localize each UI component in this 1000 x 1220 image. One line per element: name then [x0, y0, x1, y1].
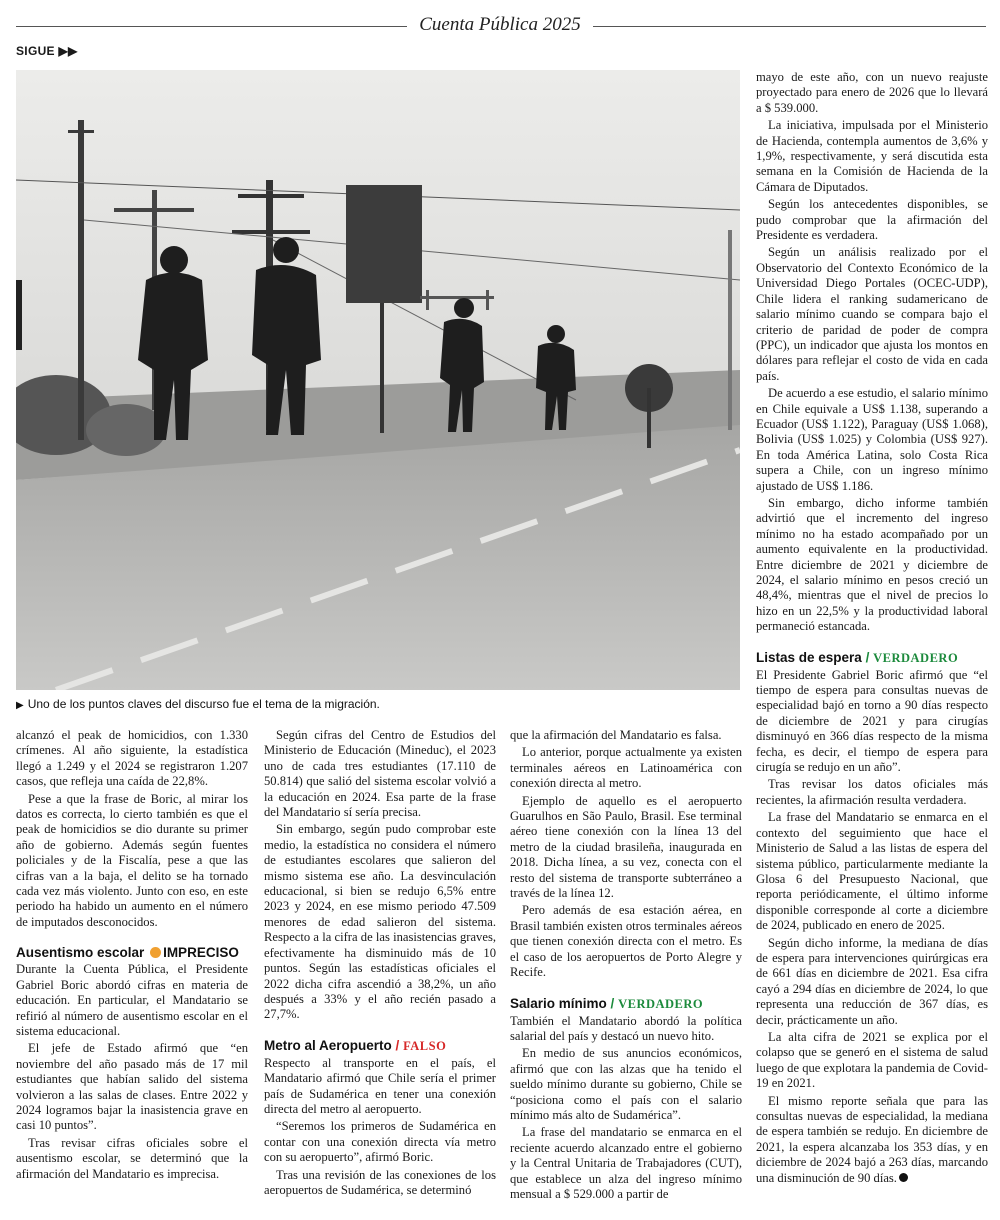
paragraph: La iniciativa, impulsada por el Ministerio de Hacienda, contempla aumentos de 3,6% y 1,9%, respectivamente, y será discutida esta semana en la Comisión de Hacienda de la Cámara de Diputados.: [756, 118, 988, 194]
article-column-1: [16, 728, 248, 1184]
verdict-true: VERDADERO: [618, 996, 704, 1011]
paragraph: Durante la Cuenta Pública, el Presidente Gabriel Boric abordó cifras en materia de educación. En particular, el Mandatario se refirió al número de ausentismo escolar en el sistema educacional.: [16, 962, 248, 1038]
section-title: Cuenta Pública 2025: [0, 14, 1000, 36]
paragraph: Tras revisar los datos oficiales más recientes, la afirmación resulta verdadera.: [756, 777, 988, 807]
continue-label: SIGUE ▶▶: [16, 44, 78, 58]
paragraph: Según cifras del Centro de Estudios del Ministerio de Educación (Mineduc), el 2023 uno de cada tres estudiantes (17.110 de 50.814) que salió del sistema escolar volvió a la educación en 2024. Esa parte de la frase del Mandatario sí sería precisa.: [264, 728, 496, 820]
paragraph: Sin embargo, según pudo comprobar este medio, la estadística no considera el número de estudiantes escolares que salieron del mismo sistema ese año. La desvinculación educacional, si bien se redujo 6,5% entre 2023 y 2024, en ese mismo periodo 47.509 menores de edad salieron del sistema. Respecto a la cifra de las inasistencias graves, efectivamente ha disminuido más de 10 puntos. Según las estadísticas oficiales el 2022 dicha cifra ascendió a 38,2%, un año después a 33% y el año recién pasado a 27,7%.: [264, 822, 496, 1022]
paragraph: Según dicho informe, la mediana de días de espera para intervenciones quirúrgicas era de 661 días en diciembre de 2021. Esa cifra cayó a 294 días en diciembre de 2024, lo que representa una reducción de 367 días, es decir, prácticamente un año.: [756, 935, 988, 1027]
paragraph: “Seremos los primeros de Sudamérica en contar con una conexión directa vía metro con su aeropuerto”, afirmó Boric.: [264, 1119, 496, 1165]
article-column-3: [510, 728, 742, 1204]
paragraph: Según un análisis realizado por el Observatorio del Contexto Económico de la Universidad Diego Portales (OCEC-UDP), Chile lidera el ranking sudamericano de salario mínimo cuando se compara bajo el criterio de paridad de poder de compra (PPC), un indicador que ajusta los montos en dólares para reflejar el costo de vida en cada país.: [756, 245, 988, 383]
subheading-salario: Salario mínimo / VERDADERO: [510, 995, 704, 1011]
subheading-ausentismo: Ausentismo escolar IMPRECISO: [16, 945, 239, 961]
paragraph: Ejemplo de aquello es el aeropuerto Guarulhos en São Paulo, Brasil. Ese terminal aéreo tiene conexión con la línea 13 del metro de la ciudad brasileña, inaugurada en 2018. Dicha línea, a su vez, conecta con el resto del sistema de transporte subterráneo a través de la línea 12.: [510, 793, 742, 901]
subheading-metro: Metro al Aeropuerto / FALSO: [264, 1037, 447, 1053]
paragraph: El jefe de Estado afirmó que “en noviembre del año pasado más de 17 mil estudiantes que habían salido del sistema volvieron a las salas de clases. Entre 2022 y 2024 logramos bajar la inasistencia grave en casi 10 puntos”.: [16, 1041, 248, 1133]
imprecise-dot-icon: [150, 947, 161, 958]
paragraph: La alta cifra de 2021 se explica por el colapso que se generó en el sistema de salud luego de que explotara la pandemia de Covid-19 en 2021.: [756, 1029, 988, 1091]
paragraph: Lo anterior, porque actualmente ya existen terminales aéreos en Latinoamérica con conexión directa al metro.: [510, 745, 742, 791]
paragraph: alcanzó el peak de homicidios, con 1.330 crímenes. Al año siguiente, la estadística llegó a 1.249 y el 2024 se registraron 1.207 casos, que refleja una caída de 22,8%.: [16, 728, 248, 789]
paragraph: Tras una revisión de las conexiones de los aeropuertos de Sudamérica, se determinó: [264, 1167, 496, 1197]
paragraph: El Presidente Gabriel Boric afirmó que “el tiempo de espera para consultas nuevas de especialidad bajó en torno a 90 días respecto de diciembre de 2021 y para cirugías disminuyó en 366 días respecto de la misma fecha, es decir, el tiempo de espera para cirugía se redujo en un año”.: [756, 667, 988, 775]
paragraph: De acuerdo a ese estudio, el salario mínimo en Chile equivale a US$ 1.138, superando a Ecuador (US$ 1.122), Paraguay (US$ 1.068), Bolivia (US$ 1.025) y Colombia (US$ 927). En toda América Latina, solo Costa Rica supera a Chile, con un ingreso mínimo ajustado de US$ 1.186.: [756, 386, 988, 493]
paragraph: En medio de sus anuncios económicos, afirmó que con las alzas que ha tenido el sueldo mínimo durante su gobierno, Chile se “posiciona como el país con el salario mínimo más alto de Sudamérica”.: [510, 1046, 742, 1122]
paragraph: mayo de este año, con un nuevo reajuste proyectado para enero de 2026 que lo llevará a $ 539.000.: [756, 70, 988, 115]
paragraph: Según los antecedentes disponibles, se pudo comprobar que la afirmación del Presidente es verdadera.: [756, 197, 988, 243]
paragraph: La frase del mandatario se enmarca en el reciente acuerdo alcanzado entre el gobierno y la Central Unitaria de Trabajadores (CUT), que establece un alza del ingreso mínimo mensual a $ 529.000 a partir de: [510, 1125, 742, 1201]
paragraph: Pero además de esa estación aérea, en Brasil también existen otros terminales aéreos que tienen conexión directa con el metro. Es el caso de los aeropuertos de Porto Alegre y Recife.: [510, 903, 742, 980]
paragraph: El mismo reporte señala que para las consultas nuevas de especialidad, la mediana de espera también se redujo. En diciembre de 2021, la espera alcanzaba los 353 días, y en diciembre de 2024 bajó a 263 días, marcando una disminución de 90 días.: [756, 1093, 988, 1185]
paragraph: Pese a que la frase de Boric, al mirar los datos es correcta, lo cierto también es que el peak de homicidios se dio durante su primer año de gobierno. Además según fuentes policiales y de la Fiscalía, pese a que las cifras van a la baja, el delito se ha tornado cada vez más violento. Junto con eso, en este periodo ha habido un aumento en el número de imputados desconocidos.: [16, 791, 248, 929]
subheading-listas: Listas de espera / VERDADERO: [756, 649, 959, 665]
article-photo: [16, 70, 740, 690]
paragraph: Respecto al transporte en el país, el Mandatario afirmó que Chile sería el primer país de Sudamérica en tener una conexión directa del metro al aeropuerto.: [264, 1055, 496, 1116]
verdict-false: FALSO: [403, 1038, 447, 1053]
verdict-imprecise: IMPRECISO: [163, 945, 239, 961]
photo-caption: ▶ Uno de los puntos claves del discurso fue el tema de la migración.: [16, 697, 380, 711]
double-arrow-icon: ▶▶: [58, 44, 78, 58]
end-of-article-icon: [899, 1173, 908, 1182]
verdict-true: VERDADERO: [873, 650, 959, 665]
paragraph: La frase del Mandatario se enmarca en el contexto del seguimiento que hace el Ministerio de Salud a las listas de espera del sistema público, particularmente mediante la Glosa 6 del Presupuesto Nacional, que reporta periódicamente, el último informe disponible corresponde al corte a diciembre de 2024, publicado en enero de 2025.: [756, 810, 988, 933]
paragraph: que la afirmación del Mandatario es falsa.: [510, 728, 722, 742]
paragraph: También el Mandatario abordó la política salarial del país y destacó un nuevo hito.: [510, 1013, 742, 1043]
paragraph: Tras revisar cifras oficiales sobre el ausentismo escolar, se determinó que la afirmación del Mandatario es imprecisa.: [16, 1135, 248, 1181]
article-column-4: [756, 70, 988, 1188]
paragraph: Sin embargo, dicho informe también advirtió que el incremento del ingreso mínimo no ha estado acompañado por un aumento equivalente en la productividad. Entre diciembre de 2021 y diciembre de 2024, el salario mínimo en pesos creció un 48,4%, mientras que el nivel de precios lo hizo en un 22,5% y la productividad laboral permaneció estancada.: [756, 495, 988, 634]
article-column-2: [264, 728, 496, 1200]
caption-arrow-icon: ▶: [16, 700, 24, 711]
